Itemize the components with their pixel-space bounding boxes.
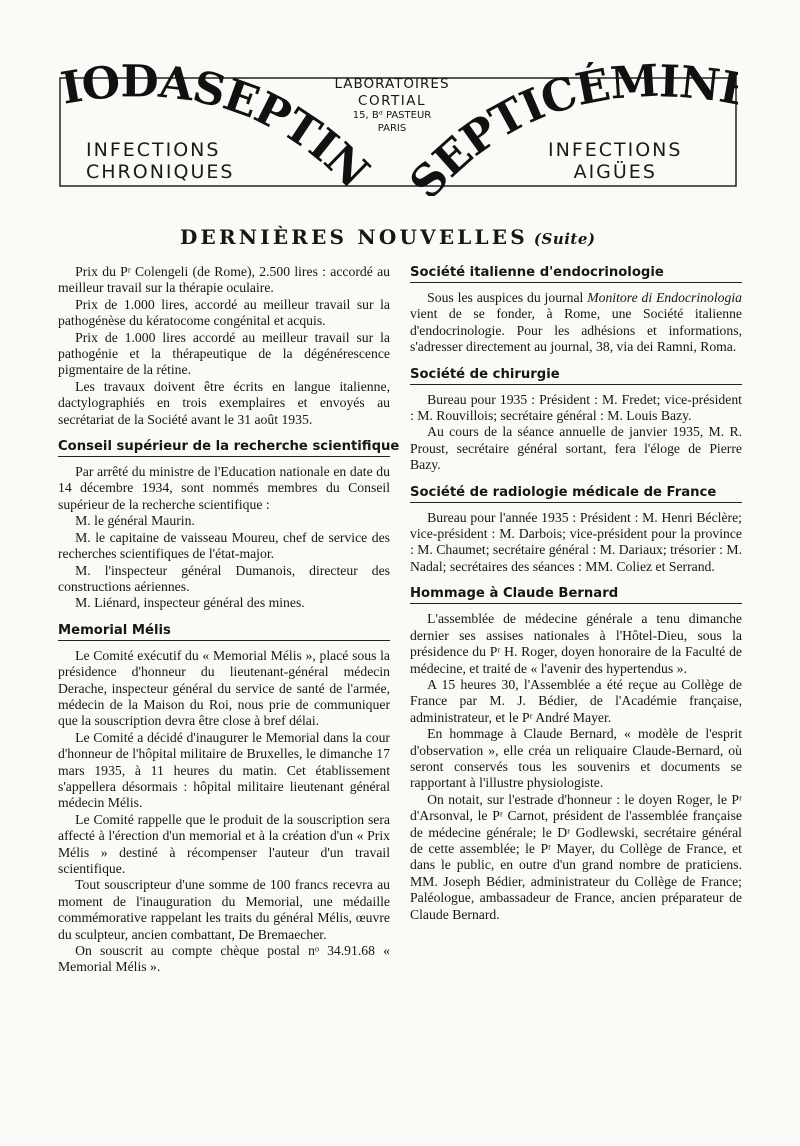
article-paragraph: A 15 heures 30, l'Assemblée a été reçue au Collège de France par M. J. Bédier, de l'Académie française, administrateur, et le Pʳ André Mayer. <box>410 676 742 725</box>
ad-infections-aigues <box>548 140 682 184</box>
journal-name: Monitore di Endocrinologia <box>587 290 742 305</box>
article-paragraph: On notait, sur l'estrade d'honneur : le doyen Roger, le Pʳ d'Arsonval, le Pʳ Carnot, président de l'assemblée française de médecine générale; le Dʳ Godlewski, secrétaire général de cette assemblée; le Pʳ Mayer, du Collège de France, et dans le public, en outre d'un grand nombre de praticiens. MM. Joseph Bédier, administrateur du Collège de France; Paléologue, ambassadeur de France, ancien préparateur de Claude Bernard. <box>410 791 742 922</box>
section-heading-claude-bernard: Hommage à Claude Bernard <box>410 585 742 604</box>
article-paragraph: Prix de 1.000 lires accordé au meilleur travail sur la pathogénie et la thérapeutique de la dégénérescence pigmentaire de la rétine. <box>58 329 390 378</box>
section-heading-conseil-superieur: Conseil supérieur de la recherche scientifique <box>58 438 390 457</box>
section-heading-chirurgie: Société de chirurgie <box>410 366 742 385</box>
article-paragraph: M. le capitaine de vaisseau Moureu, chef de service des recherches scientifiques de l'état-major. <box>58 529 390 562</box>
section-heading-memorial-melis: Memorial Mélis <box>58 622 390 641</box>
laboratory-address <box>312 78 472 134</box>
article-paragraph: L'assemblée de médecine générale a tenu dimanche dernier ses assises nationales à l'Hôtel-Dieu, sous la présidence du Pʳ H. Roger, doyen honoraire de la Faculté de médecine, et traité de « l'avenir des hypertendus ». <box>410 611 742 676</box>
article-paragraph: On souscrit au compte chèque postal nᵒ 34.91.68 « Memorial Mélis ». <box>58 943 390 975</box>
ad-left-line-2: CHRONIQUES <box>86 160 235 183</box>
article-paragraph: Prix de 1.000 lires, accordé au meilleur travail sur la pathogénèse du kératocome congénital et acquis. <box>58 296 390 329</box>
text-run: Sous les auspices du journal <box>427 290 588 305</box>
lab-line-3: 15, Bᵈ PASTEUR <box>352 110 432 121</box>
article-paragraph: Le Comité rappelle que le produit de la souscription sera affecté à l'érection d'un memorial et à la création d'un « Prix Mélis » destiné à récompenser l'auteur d'un travail scientifique. <box>58 811 390 876</box>
article-paragraph: Par arrêté du ministre de l'Education nationale en date du 14 décembre 1934, sont nommés membres du Conseil supérieur de la recherche scientifique : <box>58 464 390 512</box>
article-paragraph: M. le général Maurin. <box>75 513 195 529</box>
article-paragraph: Le Comité exécutif du « Memorial Mélis », placé sous la présidence d'honneur du lieutenant-général médecin Derache, inspecteur général du service de santé de l'armée, médecin de la Maison du Roi, nous prie de communiquer que la souscription devra être close à bref délai. <box>58 647 390 729</box>
article-paragraph: Bureau pour l'année 1935 : Président : M. Henri Béclère; vice-président : M. Darbois; vice-président pour la province : M. Chaumet; secrétaire général : M. Dariaux; trésorier : M. Nadal; secrétaires des séances : MM. Coliez et Serrand. <box>410 509 742 574</box>
page-title <box>180 225 596 249</box>
brand-iodaseptine: IODASEPTIN <box>58 62 378 196</box>
ad-right-line-2: AIGÜES <box>573 160 657 183</box>
section-heading-radiologie: Société de radiologie médicale de France <box>410 484 742 503</box>
ad-left-line-1: INFECTIONS <box>86 139 221 161</box>
lab-line-4: PARIS <box>377 123 407 134</box>
right-column <box>410 264 742 923</box>
article-paragraph <box>410 290 742 356</box>
article-paragraph: En hommage à Claude Bernard, « modèle de l'esprit d'observation », elle créa un reliquaire Claude-Bernard, où seront conservés tous les souvenirs et documents se rapportant à l'illustre physiologiste. <box>410 726 742 791</box>
article-paragraph: Tout souscripteur d'une somme de 100 francs recevra au moment de l'inauguration du Memorial, une médaille commémorative rappelant les traits du général Mélis, œuvre du sculpteur, ancien combattant, De Bremaecher. <box>58 877 390 942</box>
section-heading-endocrinologie: Société italienne d'endocrinologie <box>410 264 742 283</box>
article-paragraph: Au cours de la séance annuelle de janvier 1935, M. R. Proust, secrétaire général sortant, fera l'éloge de Pierre Bazy. <box>410 424 742 473</box>
article-paragraph: Le Comité a décidé d'inaugurer le Memorial dans la cour d'honneur de l'hôpital militaire de Bruxelles, le dimanche 17 mars 1935, à 11 heures du matin. Cet établissement s'appellera désormais : hôpital militaire lieutenant général médecin Mélis. <box>58 729 390 811</box>
ad-right-line-1: INFECTIONS <box>548 139 683 161</box>
left-column <box>58 264 400 976</box>
page-title-text: DERNIÈRES NOUVELLES <box>180 225 528 249</box>
article-paragraph: M. l'inspecteur général Dumanois, directeur des constructions aériennes. <box>58 562 390 594</box>
article-paragraph: Bureau pour 1935 : Président : M. Fredet; vice-président : M. Rouvillois; secrétaire général : M. Louis Bazy. <box>410 391 742 424</box>
article-paragraph: Les travaux doivent être écrits en langue italienne, dactylographiés en trois exemplaires et envoyés au secrétariat de la Société avant le 31 août 1935. <box>58 378 390 427</box>
ad-infections-chroniques <box>86 140 234 184</box>
article-paragraph: Prix du Pʳ Colengeli (de Rome), 2.500 lires : accordé au meilleur travail sur la thérapie oculaire. <box>58 264 390 296</box>
lab-line-1: LABORATOIRES <box>334 76 450 92</box>
brand-septicemine: SEPTICÉMIN <box>400 62 722 196</box>
page-title-suffix: (Suite) <box>533 230 596 248</box>
lab-line-2: CORTIAL <box>358 92 426 109</box>
article-paragraph: M. Liénard, inspecteur général des mines. <box>75 595 305 611</box>
text-run: vient de se fonder, à Rome, une Société italienne d'endocrinologie. Pour les adhésions et informations, s'adresser directement au journal, 38, via dei Ramni, Roma. <box>410 306 742 355</box>
